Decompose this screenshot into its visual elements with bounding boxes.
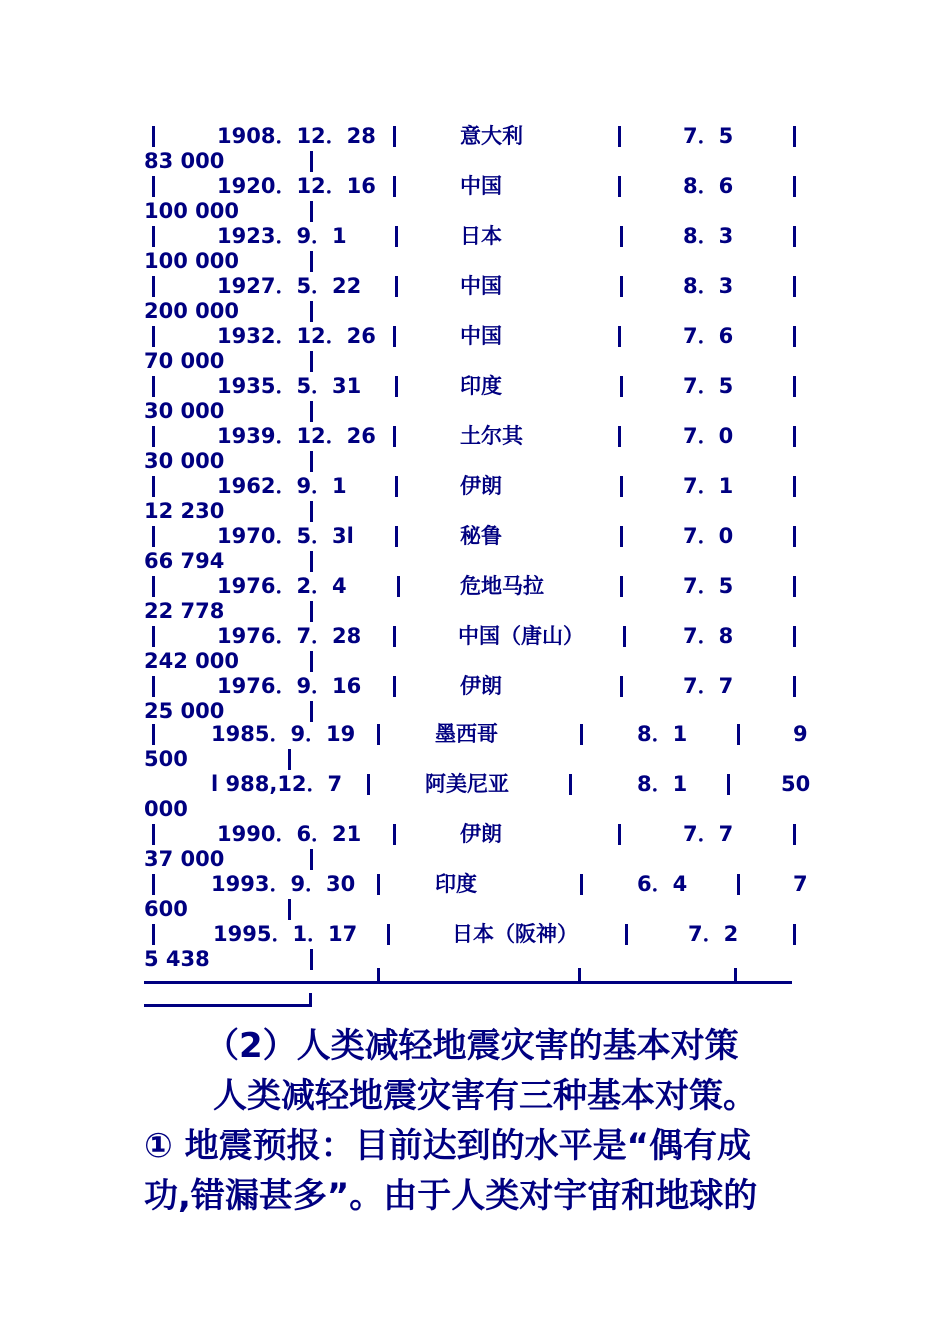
column-separator	[310, 849, 313, 870]
magnitude-cell: 8．1	[637, 772, 688, 796]
column-separator	[737, 724, 740, 745]
column-separator	[310, 151, 313, 172]
column-separator	[793, 276, 796, 297]
column-separator	[793, 326, 796, 347]
date-cell: 1993．9．30	[211, 872, 356, 896]
table-row	[0, 524, 950, 574]
column-separator	[793, 824, 796, 845]
magnitude-cell: 7．6	[683, 324, 734, 348]
deaths-cell-part: 500	[144, 747, 188, 771]
column-separator	[395, 476, 398, 497]
column-separator	[793, 476, 796, 497]
column-separator	[310, 701, 313, 722]
magnitude-cell: 8．1	[637, 722, 688, 746]
deaths-cell: 30 000	[144, 399, 225, 423]
column-separator	[793, 376, 796, 397]
column-separator	[580, 874, 583, 895]
date-cell: 1985．9．19	[211, 722, 356, 746]
column-separator	[152, 924, 155, 945]
column-separator	[152, 724, 155, 745]
place-cell: 墨西哥	[435, 722, 498, 746]
column-separator	[152, 426, 155, 447]
date-cell: 1935．5．31	[217, 374, 362, 398]
magnitude-cell: 7．0	[683, 424, 734, 448]
table-row	[0, 474, 950, 524]
column-separator	[152, 276, 155, 297]
table-row	[0, 624, 950, 674]
column-separator	[152, 526, 155, 547]
deaths-cell: 242 000	[144, 649, 239, 673]
column-separator	[310, 601, 313, 622]
place-cell: 中国	[460, 174, 502, 198]
column-separator	[393, 626, 396, 647]
table-row	[0, 574, 950, 624]
deaths-cell: 37 000	[144, 847, 225, 871]
date-cell: 1976．2．4	[217, 574, 347, 598]
column-separator	[620, 476, 623, 497]
place-cell: 中国（唐山）	[458, 624, 584, 648]
column-separator	[620, 376, 623, 397]
column-separator	[393, 176, 396, 197]
deaths-cell: 200 000	[144, 299, 239, 323]
place-cell: 伊朗	[460, 674, 502, 698]
section-intro: 人类减轻地震灾害有三种基本对策。	[213, 1076, 757, 1116]
column-separator	[310, 651, 313, 672]
magnitude-cell: 7．2	[688, 922, 739, 946]
table-row	[0, 274, 950, 324]
column-separator	[288, 899, 291, 920]
paragraph-line: 功,错漏甚多”。由于人类对宇宙和地球的	[144, 1176, 758, 1216]
place-cell: 日本	[460, 224, 502, 248]
magnitude-cell: 7．7	[683, 674, 734, 698]
column-separator	[793, 176, 796, 197]
column-separator	[152, 376, 155, 397]
column-separator	[793, 426, 796, 447]
column-separator	[793, 924, 796, 945]
magnitude-cell: 8．6	[683, 174, 734, 198]
column-separator	[152, 874, 155, 895]
paragraph-line: ① 地震预报：目前达到的水平是“偶有成	[144, 1126, 751, 1166]
table-row	[0, 722, 950, 772]
column-separator	[152, 326, 155, 347]
deaths-cell-part: 50	[781, 772, 811, 796]
column-separator	[620, 276, 623, 297]
table-row	[0, 822, 950, 872]
deaths-cell-part: 7	[793, 872, 808, 896]
table-row	[0, 374, 950, 424]
date-cell: 1927．5．22	[217, 274, 362, 298]
column-separator	[152, 676, 155, 697]
deaths-cell: 5 438	[144, 947, 210, 971]
magnitude-cell: 7．5	[683, 574, 734, 598]
deaths-cell-part: 000	[144, 797, 188, 821]
column-separator	[793, 626, 796, 647]
date-cell: 1939．12．26	[217, 424, 376, 448]
date-cell: 1970．5．3l	[217, 524, 354, 548]
column-separator	[623, 626, 626, 647]
column-separator	[793, 576, 796, 597]
column-separator	[578, 968, 581, 982]
date-cell: 1920．12．16	[217, 174, 376, 198]
deaths-cell: 22 778	[144, 599, 225, 623]
column-separator	[793, 526, 796, 547]
column-separator	[393, 126, 396, 147]
column-separator	[310, 401, 313, 422]
column-separator	[310, 201, 313, 222]
date-cell: 1976．7．28	[217, 624, 362, 648]
column-separator	[152, 576, 155, 597]
column-separator	[377, 724, 380, 745]
date-cell: 1995．1．17	[213, 922, 358, 946]
place-cell: 危地马拉	[460, 574, 544, 598]
column-separator	[310, 251, 313, 272]
deaths-cell: 12 230	[144, 499, 225, 523]
column-separator	[377, 874, 380, 895]
deaths-cell: 70 000	[144, 349, 225, 373]
magnitude-cell: 7．5	[683, 374, 734, 398]
column-separator	[393, 326, 396, 347]
deaths-cell-part: 9	[793, 722, 808, 746]
place-cell: 秘鲁	[460, 524, 502, 548]
column-separator	[620, 226, 623, 247]
place-cell: 印度	[460, 374, 502, 398]
place-cell: 中国	[460, 324, 502, 348]
column-separator	[377, 968, 380, 982]
column-separator	[569, 774, 572, 795]
place-cell: 伊朗	[460, 474, 502, 498]
magnitude-cell: 7．8	[683, 624, 734, 648]
column-separator	[793, 676, 796, 697]
column-separator	[395, 276, 398, 297]
column-separator	[727, 774, 730, 795]
table-row	[0, 124, 950, 174]
magnitude-cell: 7．7	[683, 822, 734, 846]
magnitude-cell: 6．4	[637, 872, 688, 896]
column-separator	[734, 968, 737, 982]
column-separator	[387, 924, 390, 945]
column-separator	[618, 126, 621, 147]
date-cell: 1932．12．26	[217, 324, 376, 348]
column-separator	[152, 626, 155, 647]
table-bottom-border	[144, 1004, 312, 1007]
deaths-cell: 83 000	[144, 149, 225, 173]
column-separator	[152, 176, 155, 197]
magnitude-cell: 7．0	[683, 524, 734, 548]
date-cell: 1990．6．21	[217, 822, 362, 846]
place-cell: 意大利	[460, 124, 523, 148]
table-row	[0, 872, 950, 922]
table-row	[0, 772, 950, 822]
column-separator	[620, 676, 623, 697]
column-separator	[309, 993, 312, 1007]
table-row	[0, 324, 950, 374]
place-cell: 中国	[460, 274, 502, 298]
column-separator	[793, 226, 796, 247]
column-separator	[310, 451, 313, 472]
deaths-cell-part: 600	[144, 897, 188, 921]
column-separator	[152, 126, 155, 147]
magnitude-cell: 8．3	[683, 274, 734, 298]
column-separator	[310, 351, 313, 372]
deaths-cell: 100 000	[144, 249, 239, 273]
date-cell: 1976．9．16	[217, 674, 362, 698]
magnitude-cell: 7．1	[683, 474, 734, 498]
column-separator	[395, 526, 398, 547]
column-separator	[152, 226, 155, 247]
date-cell: 1923．9．1	[217, 224, 347, 248]
column-separator	[618, 824, 621, 845]
magnitude-cell: 8．3	[683, 224, 734, 248]
column-separator	[393, 824, 396, 845]
place-cell: 印度	[435, 872, 477, 896]
column-separator	[367, 774, 370, 795]
table-row	[0, 224, 950, 274]
column-separator	[310, 551, 313, 572]
column-separator	[620, 576, 623, 597]
column-separator	[618, 176, 621, 197]
place-cell: 日本（阪神）	[452, 922, 578, 946]
column-separator	[395, 376, 398, 397]
column-separator	[395, 226, 398, 247]
table-bottom-border	[144, 981, 792, 984]
column-separator	[288, 749, 291, 770]
magnitude-cell: 7．5	[683, 124, 734, 148]
column-separator	[152, 824, 155, 845]
column-separator	[393, 426, 396, 447]
column-separator	[310, 301, 313, 322]
deaths-cell: 100 000	[144, 199, 239, 223]
place-cell: 伊朗	[460, 822, 502, 846]
column-separator	[618, 326, 621, 347]
table-row	[0, 922, 950, 972]
table-row	[0, 174, 950, 224]
column-separator	[618, 426, 621, 447]
column-separator	[152, 476, 155, 497]
column-separator	[580, 724, 583, 745]
place-cell: 阿美尼亚	[425, 772, 509, 796]
date-cell: l 988,12．7	[211, 772, 343, 796]
column-separator	[393, 676, 396, 697]
column-separator	[737, 874, 740, 895]
place-cell: 土尔其	[460, 424, 523, 448]
section-heading: （2）人类减轻地震灾害的基本对策	[205, 1026, 739, 1066]
column-separator	[625, 924, 628, 945]
table-row	[0, 674, 950, 724]
column-separator	[793, 126, 796, 147]
deaths-cell: 30 000	[144, 449, 225, 473]
date-cell: 1908．12．28	[217, 124, 376, 148]
column-separator	[397, 576, 400, 597]
deaths-cell: 66 794	[144, 549, 225, 573]
deaths-cell: 25 000	[144, 699, 225, 723]
column-separator	[620, 526, 623, 547]
column-separator	[310, 949, 313, 970]
date-cell: 1962．9．1	[217, 474, 347, 498]
column-separator	[310, 501, 313, 522]
table-row	[0, 424, 950, 474]
